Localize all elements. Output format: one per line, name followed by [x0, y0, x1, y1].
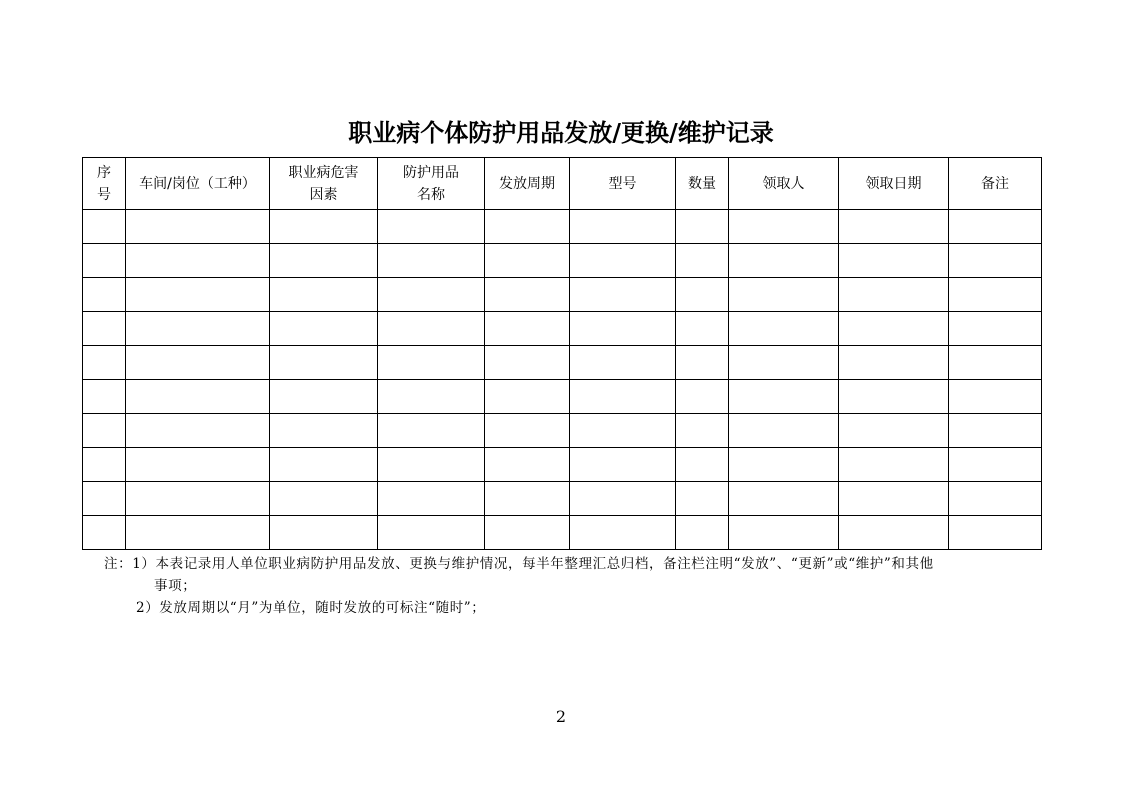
table-cell[interactable] [83, 516, 126, 550]
table-cell[interactable] [270, 312, 378, 346]
record-table [82, 157, 1042, 550]
table-cell[interactable] [378, 448, 485, 482]
table-cell[interactable] [126, 244, 270, 278]
table-cell[interactable] [676, 244, 729, 278]
header-text: 发放周期 [499, 175, 555, 192]
table-cell[interactable] [949, 244, 1042, 278]
table-cell[interactable] [839, 448, 949, 482]
table-row [83, 346, 1042, 380]
table-cell[interactable] [570, 244, 676, 278]
table-cell[interactable] [729, 312, 839, 346]
header-text: 名称 [417, 186, 445, 203]
table-cell[interactable] [270, 414, 378, 448]
table-cell[interactable] [839, 516, 949, 550]
table-cell[interactable] [83, 312, 126, 346]
table-cell[interactable] [485, 210, 570, 244]
table-cell[interactable] [570, 380, 676, 414]
table-cell[interactable] [949, 380, 1042, 414]
table-cell[interactable] [126, 414, 270, 448]
table-cell[interactable] [378, 278, 485, 312]
table-row [83, 278, 1042, 312]
table-cell[interactable] [729, 380, 839, 414]
table-cell[interactable] [270, 516, 378, 550]
table-cell[interactable] [378, 482, 485, 516]
table-header-row [83, 158, 1042, 210]
header-cell-recipient [729, 158, 839, 210]
table-cell[interactable] [485, 380, 570, 414]
table-cell[interactable] [676, 516, 729, 550]
table-cell[interactable] [83, 244, 126, 278]
table-cell[interactable] [83, 346, 126, 380]
table-cell[interactable] [949, 210, 1042, 244]
table-row [83, 516, 1042, 550]
table-cell[interactable] [83, 414, 126, 448]
table-row [83, 448, 1042, 482]
header-cell-equipment-name [378, 158, 485, 210]
table-cell[interactable] [126, 346, 270, 380]
header-text: 序 [97, 164, 111, 181]
table-cell[interactable] [570, 482, 676, 516]
header-text: 防护用品 [403, 164, 459, 181]
page-number: 2 [555, 707, 567, 726]
notes-section [104, 553, 1034, 619]
table-cell[interactable] [676, 210, 729, 244]
table-cell[interactable] [729, 482, 839, 516]
table-cell[interactable] [378, 244, 485, 278]
table-cell[interactable] [949, 448, 1042, 482]
table-cell[interactable] [270, 278, 378, 312]
table-cell[interactable] [839, 312, 949, 346]
table-cell[interactable] [839, 482, 949, 516]
table-cell[interactable] [485, 346, 570, 380]
table-cell[interactable] [676, 312, 729, 346]
header-text: 备注 [981, 175, 1009, 192]
table-cell[interactable] [126, 380, 270, 414]
table-cell[interactable] [83, 448, 126, 482]
table-cell[interactable] [378, 380, 485, 414]
note-line-2: 2）发放周期以“月”为单位，随时发放的可标注“随时”； [136, 600, 486, 616]
table-cell[interactable] [485, 278, 570, 312]
table-row [83, 380, 1042, 414]
table-cell[interactable] [378, 414, 485, 448]
table-cell[interactable] [570, 516, 676, 550]
table-cell[interactable] [729, 210, 839, 244]
table-cell[interactable] [270, 380, 378, 414]
header-text: 领取人 [762, 175, 805, 192]
table-cell[interactable] [729, 414, 839, 448]
table-cell[interactable] [570, 278, 676, 312]
table-cell[interactable] [126, 312, 270, 346]
table-cell[interactable] [676, 482, 729, 516]
table-cell[interactable] [270, 448, 378, 482]
table-cell[interactable] [729, 516, 839, 550]
header-text: 因素 [309, 186, 338, 203]
table-cell[interactable] [949, 346, 1042, 380]
table-cell[interactable] [485, 516, 570, 550]
note-line-1: 注：1）本表记录用人单位职业病防护用品发放、更换与维护情况，每半年整理汇总归档，备注栏注明“发放”、“更新”或“维护”和其他 [104, 556, 934, 572]
table-cell[interactable] [378, 210, 485, 244]
header-cell-workshop-post [126, 158, 270, 210]
table-cell[interactable] [126, 210, 270, 244]
table-cell[interactable] [839, 346, 949, 380]
table-cell[interactable] [839, 380, 949, 414]
table-row [83, 312, 1042, 346]
table-cell[interactable] [126, 278, 270, 312]
table-cell[interactable] [126, 482, 270, 516]
table-cell[interactable] [83, 278, 126, 312]
table-cell[interactable] [270, 346, 378, 380]
table-cell[interactable] [378, 312, 485, 346]
table-cell[interactable] [270, 482, 378, 516]
table-cell[interactable] [676, 448, 729, 482]
header-cell-issue-cycle [485, 158, 570, 210]
table-cell[interactable] [485, 312, 570, 346]
table-row [83, 482, 1042, 516]
table-body [83, 210, 1042, 550]
table-cell[interactable] [485, 448, 570, 482]
table-cell[interactable] [729, 448, 839, 482]
table-cell[interactable] [126, 448, 270, 482]
header-text: 数量 [688, 175, 716, 192]
table-cell[interactable] [570, 448, 676, 482]
table-cell[interactable] [839, 244, 949, 278]
table-cell[interactable] [570, 312, 676, 346]
page-title: 职业病个体防护用品发放/更换/维护记录 [348, 118, 774, 147]
table-cell[interactable] [485, 414, 570, 448]
table-cell[interactable] [839, 210, 949, 244]
header-text: 型号 [608, 175, 637, 192]
table-cell[interactable] [839, 414, 949, 448]
table-cell[interactable] [378, 516, 485, 550]
header-text: 号 [97, 186, 111, 203]
table-cell[interactable] [570, 414, 676, 448]
header-text: 领取日期 [865, 175, 922, 192]
table-cell[interactable] [676, 278, 729, 312]
table-cell[interactable] [949, 482, 1042, 516]
header-text: 车间/岗位（工种） [139, 175, 256, 192]
table-cell[interactable] [270, 244, 378, 278]
table-cell[interactable] [126, 516, 270, 550]
table-cell[interactable] [270, 210, 378, 244]
table-cell[interactable] [729, 346, 839, 380]
header-cell-receive-date [839, 158, 949, 210]
table-row [83, 244, 1042, 278]
table-cell[interactable] [570, 210, 676, 244]
header-cell-quantity [676, 158, 729, 210]
table-cell[interactable] [83, 210, 126, 244]
table-cell[interactable] [676, 414, 729, 448]
table-cell[interactable] [83, 380, 126, 414]
header-text: 职业病危害 [288, 164, 359, 181]
table-cell[interactable] [676, 380, 729, 414]
table-cell[interactable] [949, 414, 1042, 448]
table-cell[interactable] [485, 244, 570, 278]
table-cell[interactable] [949, 312, 1042, 346]
table-row [83, 414, 1042, 448]
note-line-1-continuation: 事项； [154, 578, 197, 594]
table-cell[interactable] [729, 278, 839, 312]
header-cell-hazard-factor [270, 158, 378, 210]
table-cell[interactable] [729, 244, 839, 278]
table-cell[interactable] [485, 482, 570, 516]
table-cell[interactable] [378, 346, 485, 380]
table-cell[interactable] [676, 346, 729, 380]
table-cell[interactable] [570, 346, 676, 380]
table-cell[interactable] [949, 278, 1042, 312]
table-cell[interactable] [83, 482, 126, 516]
table-cell[interactable] [839, 278, 949, 312]
table-cell[interactable] [949, 516, 1042, 550]
header-cell-serial [83, 158, 126, 210]
header-cell-remarks [949, 158, 1042, 210]
header-cell-model [570, 158, 676, 210]
table-row [83, 210, 1042, 244]
